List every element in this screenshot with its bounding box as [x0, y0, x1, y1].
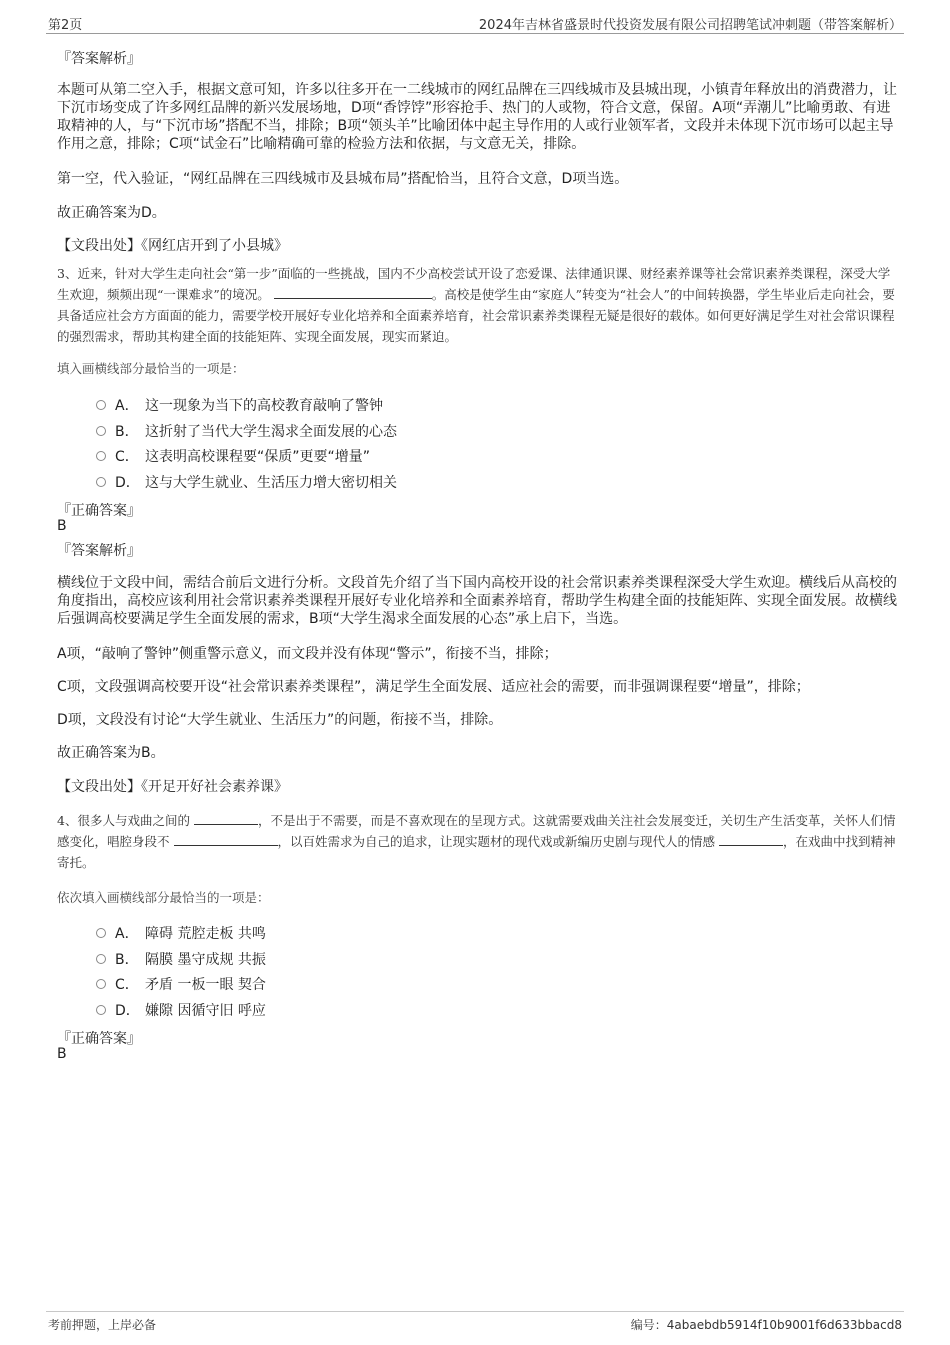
q2-source: 【文段出处】《网红店开到了小县城》: [57, 238, 288, 254]
option-text: 嫌隙 因循守旧 呼应: [145, 1003, 266, 1019]
footer-slogan: 考前押题，上岸必备: [48, 1318, 157, 1332]
option-text: 隔膜 墨守成规 共振: [145, 952, 266, 968]
q4-answer: B: [57, 1046, 67, 1062]
page-number: 第2页: [48, 18, 83, 33]
q2-analysis-paragraph-1: 本题可从第二空入手，根据文意可知，许多以往多开在一二线城市的网红品牌在三四线城市及县城出现，小镇青年释放出的消费潜力，让下沉市场变成了许多网红品牌的新兴发展场地，D项“香饽饽”形容抢手、热门的人或物，符合文意，保留。A项“弄潮儿”比喻勇敢、有进取精神的人，与“下沉市场”搭配不当，排除；B项“领头羊”比喻团体中起主导作用的人或行业领军者，文段并未体现下沉市场可以起主导作用之意，排除；C项“试金石”比喻精确可靠的检验方法和依据，与文意无关，排除。: [57, 82, 897, 152]
option-letter: D．: [115, 475, 140, 491]
q4-answer-label: 『正确答案』: [57, 1031, 141, 1047]
q3-analysis-paragraph-4: D项，文段没有讨论“大学生就业、生活压力”的问题，衔接不当，排除。: [57, 712, 503, 728]
q4-stem-part-c: ，以百姓需求为自己的追求，让现实题材的现代戏或新编历史剧与现代人的情感: [277, 834, 716, 849]
q3-source: 【文段出处】《开足开好社会素养课》: [57, 779, 288, 795]
option-text: 矛盾 一板一眼 契合: [145, 977, 266, 993]
option-letter: D．: [115, 1003, 140, 1019]
page-header: [46, 14, 904, 34]
q4-stem-part-d: ，在戏曲中找到精神寄托。: [57, 834, 896, 870]
q3-option-d[interactable]: [96, 472, 397, 492]
option-letter: A．: [115, 926, 139, 942]
q3-answer: B: [57, 518, 67, 534]
q4-prompt: 依次填入画横线部分最恰当的一项是：: [57, 890, 270, 905]
q2-conclusion: 故正确答案为D。: [57, 205, 166, 221]
q3-option-a[interactable]: [96, 395, 383, 415]
q4-blank-1: [194, 812, 258, 825]
option-text: 障碍 荒腔走板 共鸣: [145, 926, 266, 942]
radio-icon[interactable]: [96, 1005, 106, 1015]
radio-icon[interactable]: [96, 928, 106, 938]
q3-analysis-label: 『答案解析』: [57, 543, 141, 559]
q3-stem: [57, 263, 897, 347]
q3-stem-part-2: 。高校是使学生由“家庭人”转变为“社会人”的中间转换器，学生毕业后走向社会，要具备适应社会方方面面的能力，需要学校开展好专业化培养和全面素养培育，社会常识素养类课程无疑是很好的载体。如何更好满足学生对社会常识课程的强烈需求，帮助其构建全面的技能矩阵、实现全面发展，现实而紧迫。: [57, 287, 895, 344]
document-title: 2024年吉林省盛景时代投资发展有限公司招聘笔试冲刺题（带答案解析）: [478, 18, 902, 33]
q3-analysis-paragraph-2: A项，“敲响了警钟”侧重警示意义，而文段并没有体现“警示”，衔接不当，排除；: [57, 646, 558, 662]
option-letter: C．: [115, 977, 139, 993]
q4-stem-part-a: 4、很多人与戏曲之间的: [57, 813, 190, 828]
option-letter: A．: [115, 398, 139, 414]
option-text: 这表明高校课程要“保质”更要“增量”: [145, 449, 371, 465]
q2-analysis-paragraph-2: 第一空，代入验证，“网红品牌在三四线城市及县城布局”搭配恰当，且符合文意，D项当选。: [57, 171, 629, 187]
radio-icon[interactable]: [96, 954, 106, 964]
q3-blank: [274, 286, 432, 299]
q3-option-c[interactable]: [96, 446, 370, 466]
option-letter: C．: [115, 449, 139, 465]
page-footer: [46, 1311, 904, 1335]
option-letter: B．: [115, 424, 139, 440]
option-text: 这一现象为当下的高校教育敲响了警钟: [145, 398, 383, 414]
document-serial: 编号：4abaebdb5914f10b9001f6d633bbacd8: [630, 1318, 902, 1332]
radio-icon[interactable]: [96, 477, 106, 487]
radio-icon[interactable]: [96, 451, 106, 461]
q3-conclusion: 故正确答案为B。: [57, 745, 165, 761]
q3-answer-label: 『正确答案』: [57, 503, 141, 519]
q4-option-b[interactable]: [96, 949, 266, 969]
q4-stem: [57, 810, 897, 873]
q3-stem-part-1: 3、近来，针对大学生走向社会“第一步”面临的一些挑战，国内不少高校尝试开设了恋爱课、法律通识课、财经素养课等社会常识素养类课程，深受大学生欢迎，频频出现“一课难求”的境况。: [57, 266, 891, 302]
q3-option-b[interactable]: [96, 421, 397, 441]
radio-icon[interactable]: [96, 400, 106, 410]
option-letter: B．: [115, 952, 139, 968]
q4-option-d[interactable]: [96, 1000, 266, 1020]
q3-prompt: 填入画横线部分最恰当的一项是：: [57, 361, 245, 376]
q3-analysis-paragraph-1: 横线位于文段中间，需结合前后文进行分析。文段首先介绍了当下国内高校开设的社会常识素养类课程深受大学生欢迎。横线后从高校的角度指出，高校应该利用社会常识素养类课程开展好专业化培养和全面素养培育，帮助学生构建全面的技能矩阵、实现全面发展。故横线后强调高校要满足学生全面发展的需求，B项“大学生渴求全面发展的心态”承上启下，当选。: [57, 575, 897, 627]
q4-blank-3: [719, 833, 783, 846]
option-text: 这与大学生就业、生活压力增大密切相关: [145, 475, 397, 491]
option-text: 这折射了当代大学生渴求全面发展的心态: [145, 424, 397, 440]
q4-option-c[interactable]: [96, 974, 266, 994]
radio-icon[interactable]: [96, 979, 106, 989]
q4-stem-part-b: ，不是出于不需要，而是不喜欢现在的呈现方式。这就需要戏曲关注社会发展变迁，关切生产生活变革，关怀人们情感变化，唱腔身段不: [57, 813, 896, 849]
q3-analysis-paragraph-3: C项，文段强调高校要开设“社会常识素养类课程”，满足学生全面发展、适应社会的需要，而非强调课程要“增量”，排除；: [57, 679, 810, 695]
q4-option-a[interactable]: [96, 923, 266, 943]
radio-icon[interactable]: [96, 426, 106, 436]
q4-blank-2: [174, 833, 278, 846]
q2-analysis-label: 『答案解析』: [57, 51, 141, 67]
